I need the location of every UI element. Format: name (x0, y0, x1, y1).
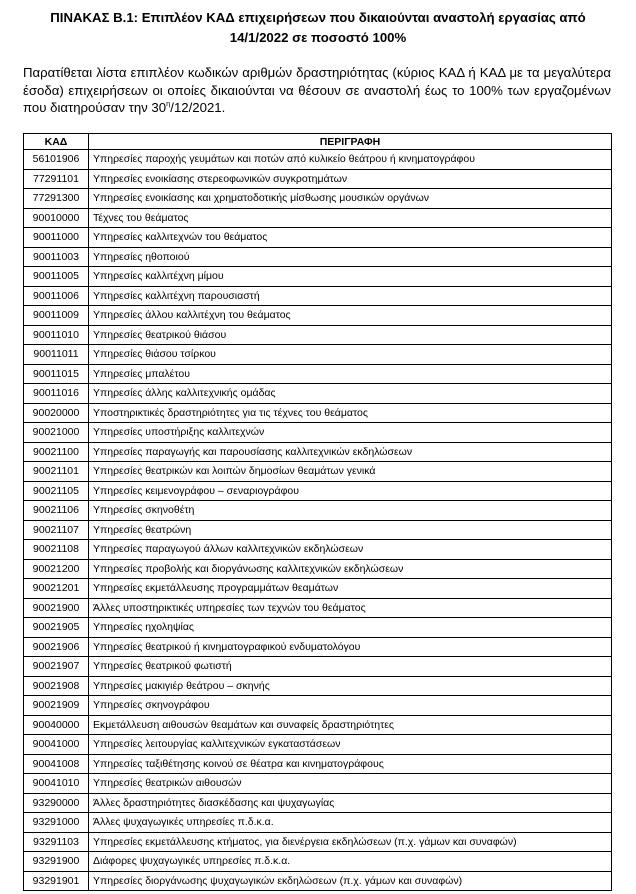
description-cell: Υπηρεσίες θεατρώνη (89, 520, 612, 540)
description-cell: Υπηρεσίες θιάσου τσίρκου (89, 345, 612, 365)
description-cell: Υπηρεσίες θεατρικών αιθουσών (89, 774, 612, 794)
table-row (24, 247, 612, 267)
description-cell: Υπηρεσίες κειμενογράφου – σεναριογράφου (89, 481, 612, 501)
table-row (24, 540, 612, 560)
table-row (24, 852, 612, 872)
description-cell: Υπηρεσίες μπαλέτου (89, 364, 612, 384)
kad-code-cell: 90021200 (24, 559, 89, 579)
table-row (24, 403, 612, 423)
table-row (24, 735, 612, 755)
kad-code-cell: 90011003 (24, 247, 89, 267)
description-cell: Υπηρεσίες μακιγιέρ θεάτρου – σκηνής (89, 676, 612, 696)
table-row (24, 637, 612, 657)
kad-code-cell: 90021907 (24, 657, 89, 677)
description-cell: Υπηρεσίες ενοικίασης και χρηματοδοτικής μίσθωσης μουσικών οργάνων (89, 189, 612, 209)
table-row (24, 774, 612, 794)
table-row (24, 793, 612, 813)
description-cell: Υπηρεσίες εκμετάλλευσης προγραμμάτων θεαμάτων (89, 579, 612, 599)
intro-text: Παρατίθεται λίστα επιπλέον κωδικών αριθμών δραστηριότητας (κύριος ΚΑΔ ή ΚΑΔ με τα μεγαλύτερα έσοδα) επιχειρήσεων οι οποίες δικαιούνται να θέσουν σε αναστολή έως το 100% των εργαζομένων που διατηρούσαν την 30 (23, 65, 611, 115)
kad-code-cell: 90021106 (24, 501, 89, 521)
kad-code-cell: 90021101 (24, 462, 89, 482)
description-cell: Υπηρεσίες θεατρικού ή κινηματογραφικού ενδυματολόγου (89, 637, 612, 657)
title-line-2: 14/1/2022 σε ποσοστό 100% (229, 30, 407, 45)
description-cell: Υπηρεσίες ηθοποιού (89, 247, 612, 267)
description-cell: Τέχνες του θεάματος (89, 208, 612, 228)
header-description: ΠΕΡΙΓΡΑΦΗ (89, 134, 612, 150)
table-row (24, 754, 612, 774)
kad-code-cell: 90011011 (24, 345, 89, 365)
table-row (24, 715, 612, 735)
table-row (24, 189, 612, 209)
table-row (24, 832, 612, 852)
kad-code-cell: 90020000 (24, 403, 89, 423)
description-cell: Υπηρεσίες υποστήριξης καλλιτεχνών (89, 423, 612, 443)
kad-code-cell: 90021107 (24, 520, 89, 540)
kad-code-cell: 90011009 (24, 306, 89, 326)
description-cell: Διάφορες ψυχαγωγικές υπηρεσίες π.δ.κ.α. (89, 852, 612, 872)
kad-code-cell: 90011000 (24, 228, 89, 248)
table-row (24, 813, 612, 833)
description-cell: Άλλες ψυχαγωγικές υπηρεσίες π.δ.κ.α. (89, 813, 612, 833)
description-cell: Υπηρεσίες άλλης καλλιτεχνικής ομάδας (89, 384, 612, 404)
kad-code-cell: 90011016 (24, 384, 89, 404)
description-cell: Υπηρεσίες ηχοληψίας (89, 618, 612, 638)
description-cell: Υπηρεσίες λειτουργίας καλλιτεχνικών εγκαταστάσεων (89, 735, 612, 755)
kad-code-cell: 90011010 (24, 325, 89, 345)
table-row (24, 462, 612, 482)
table-row (24, 267, 612, 287)
table-row (24, 306, 612, 326)
table-row (24, 208, 612, 228)
description-cell: Υπηρεσίες ταξιθέτησης κοινού σε θέατρα και κινηματογράφους (89, 754, 612, 774)
description-cell: Υπηρεσίες θεατρικού φωτιστή (89, 657, 612, 677)
table-row (24, 559, 612, 579)
description-cell: Υπηρεσίες παραγωγού άλλων καλλιτεχνικών εκδηλώσεων (89, 540, 612, 560)
kad-code-cell: 90011015 (24, 364, 89, 384)
table-row (24, 228, 612, 248)
kad-code-cell: 93290000 (24, 793, 89, 813)
table-header-row (24, 134, 612, 150)
table-row (24, 598, 612, 618)
description-cell: Υπηρεσίες εκμετάλλευσης κτήματος, για διενέργεια εκδηλώσεων (π.χ. γάμων και συναφών) (89, 832, 612, 852)
kad-code-cell: 90021900 (24, 598, 89, 618)
kad-code-cell: 90041000 (24, 735, 89, 755)
description-cell: Υπηρεσίες παραγωγής και παρουσίασης καλλιτεχνικών εκδηλώσεων (89, 442, 612, 462)
kad-table (23, 133, 612, 891)
table-row (24, 501, 612, 521)
table-row (24, 364, 612, 384)
table-row (24, 871, 612, 891)
description-cell: Υπηρεσίες καλλιτέχνη μίμου (89, 267, 612, 287)
description-cell: Υπηρεσίες παροχής γευμάτων και ποτών από κυλικείο θεάτρου ή κινηματογράφου (89, 150, 612, 170)
kad-code-cell: 77291300 (24, 189, 89, 209)
kad-code-cell: 93291900 (24, 852, 89, 872)
description-cell: Υπηρεσίες προβολής και διοργάνωσης καλλιτεχνικών εκδηλώσεων (89, 559, 612, 579)
kad-code-cell: 90021909 (24, 696, 89, 716)
kad-code-cell: 93291901 (24, 871, 89, 891)
description-cell: Υποστηρικτικές δραστηριότητες για τις τέχνες του θεάματος (89, 403, 612, 423)
intro-superscript: η (166, 99, 171, 108)
kad-code-cell: 90040000 (24, 715, 89, 735)
table-body (24, 150, 612, 891)
kad-code-cell: 90011006 (24, 286, 89, 306)
table-row (24, 481, 612, 501)
table-row (24, 384, 612, 404)
table-row (24, 169, 612, 189)
kad-code-cell: 90021905 (24, 618, 89, 638)
description-cell: Υπηρεσίες θεατρικών και λοιπών δημοσίων θεαμάτων γενικά (89, 462, 612, 482)
kad-code-cell: 56101906 (24, 150, 89, 170)
kad-code-cell: 93291103 (24, 832, 89, 852)
intro-paragraph (23, 64, 611, 117)
kad-code-cell: 90021000 (24, 423, 89, 443)
table-row (24, 657, 612, 677)
kad-code-cell: 90021100 (24, 442, 89, 462)
intro-text-end: /12/2021. (170, 100, 226, 115)
title-line-1: ΠΙΝΑΚΑΣ Β.1: Επιπλέον ΚΑΔ επιχειρήσεων που δικαιούνται αναστολή εργασίας από (50, 10, 586, 25)
description-cell: Υπηρεσίες καλλιτεχνών του θεάματος (89, 228, 612, 248)
description-cell: Υπηρεσίες θεατρικού θιάσου (89, 325, 612, 345)
kad-code-cell: 90041010 (24, 774, 89, 794)
kad-code-cell: 90021906 (24, 637, 89, 657)
kad-code-cell: 90021105 (24, 481, 89, 501)
kad-code-cell: 90011005 (24, 267, 89, 287)
table-row (24, 150, 612, 170)
kad-code-cell: 90021908 (24, 676, 89, 696)
kad-code-cell: 77291101 (24, 169, 89, 189)
description-cell: Υπηρεσίες σκηνογράφου (89, 696, 612, 716)
description-cell: Υπηρεσίες ενοικίασης στερεοφωνικών συγκροτημάτων (89, 169, 612, 189)
kad-code-cell: 90021201 (24, 579, 89, 599)
header-kad: ΚΑΔ (24, 134, 89, 150)
description-cell: Εκμετάλλευση αιθουσών θεαμάτων και συναφείς δραστηριότητες (89, 715, 612, 735)
table-row (24, 286, 612, 306)
table-row (24, 618, 612, 638)
table-row (24, 442, 612, 462)
kad-code-cell: 90021108 (24, 540, 89, 560)
kad-code-cell: 90010000 (24, 208, 89, 228)
description-cell: Άλλες δραστηριότητες διασκέδασης και ψυχαγωγίας (89, 793, 612, 813)
kad-code-cell: 93291000 (24, 813, 89, 833)
description-cell: Υπηρεσίες σκηνοθέτη (89, 501, 612, 521)
description-cell: Άλλες υποστηρικτικές υπηρεσίες των τεχνών του θεάματος (89, 598, 612, 618)
description-cell: Υπηρεσίες καλλιτέχνη παρουσιαστή (89, 286, 612, 306)
table-row (24, 676, 612, 696)
description-cell: Υπηρεσίες διοργάνωσης ψυχαγωγικών εκδηλώσεων (π.χ. γάμων και συναφών) (89, 871, 612, 891)
table-row (24, 579, 612, 599)
table-row (24, 345, 612, 365)
page-title (12, 8, 624, 48)
table-row (24, 325, 612, 345)
kad-code-cell: 90041008 (24, 754, 89, 774)
table-row (24, 696, 612, 716)
description-cell: Υπηρεσίες άλλου καλλιτέχνη του θεάματος (89, 306, 612, 326)
table-row (24, 520, 612, 540)
table-row (24, 423, 612, 443)
